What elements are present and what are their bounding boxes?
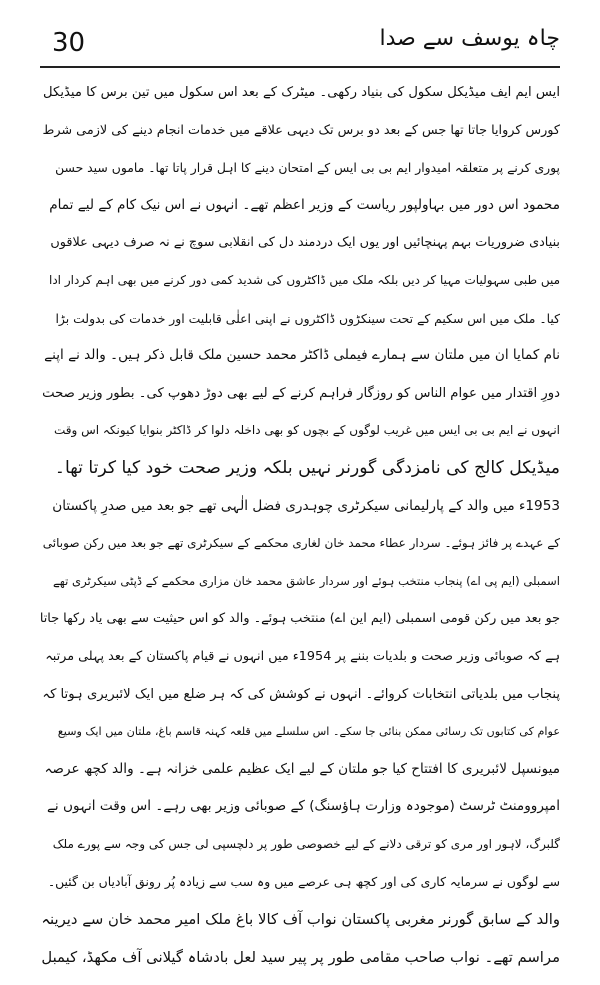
- header-rule: [40, 66, 560, 68]
- text-line: کورس کروایا جاتا تھا جس کے بعد دو برس تک دیہی علاقے میں خدمات انجام دینے کی لازمی شرط: [42, 122, 560, 138]
- text-line: امپروومنٹ ٹرسٹ (موجودہ وزارت ہاؤسنگ) کے صوبائی وزیر بھی رہے۔ اس وقت انہوں نے: [46, 798, 560, 815]
- text-line: میڈیکل کالج کی نامزدگی گورنر نہیں بلکہ وزیر صحت خود کیا کرتا تھا۔: [54, 457, 560, 478]
- body-text: [40, 74, 560, 976]
- text-line: دورِ اقتدار میں عوام الناس کو روزگار فراہم کرنے کے لیے بھی دوڑ دھوپ کی۔ بطور وزیر صحت: [42, 385, 560, 401]
- text-line: نام کمایا ان میں ملتان سے ہمارے فیملی ڈاکٹر محمد حسین ملک قابل ذکر ہیں۔ والد نے اپنے: [44, 347, 560, 364]
- text-line: 1953ء میں والد کے پارلیمانی سیکرٹری چوہدری فضل الٰہی تھے جو بعد میں صدرِ پاکستان: [52, 497, 560, 514]
- page-header: [40, 22, 560, 66]
- text-line: ہے کہ صوبائی وزیر صحت و بلدیات بننے پر 1954ء میں انہوں نے قیام پاکستان کے بعد پہلی مرتبہ: [45, 648, 560, 664]
- text-line: گلبرگ، لاہور اور مری کو ترقی دلانے کے لیے خصوصی طور پر دلچسپی لی جس کی وجہ سے پورے ملک: [52, 836, 560, 851]
- text-line: کے عہدے پر فائز ہوئے۔ سردار عطاء محمد خان لغاری محکمے کے سیکرٹری تھے جو بعد میں رکن صوبائی: [42, 536, 560, 551]
- text-line: عوام کی کتابوں تک رسائی ممکن بنائی جا سکے۔ اس سلسلے میں قلعہ کہنہ قاسم باغ، ملتان میں ایک وسیع: [57, 725, 560, 739]
- text-line: میں طبی سہولیات مہیا کر دیں بلکہ ملک میں ڈاکٹروں کی شدید کمی دور کرنے میں بھی اہم کردار ادا: [49, 272, 560, 287]
- text-line: بنیادی ضروریات بہم پہنچائیں اور یوں ایک دردمند دل کی انقلابی سوچ نے نہ صرف دیہی علاقوں: [50, 235, 560, 251]
- text-line: ایس ایم ایف میڈیکل سکول کی بنیاد رکھی۔ میٹرک کے بعد اس سکول میں تین برس کا میڈیکل: [43, 85, 560, 100]
- text-line: کیا۔ ملک میں اس سکیم کے تحت سینکڑوں ڈاکٹروں نے اپنی اعلٰی قابلیت اور خدمات کی بدولت بڑا: [55, 310, 560, 326]
- text-line: والد کے سابق گورنر مغربی پاکستان نواب آف کالا باغ ملک امیر محمد خان سے دیرینہ: [41, 911, 560, 929]
- page-number: 30: [52, 28, 86, 58]
- text-line: انہوں نے ایم بی بی ایس میں غریب لوگوں کے بچوں کو بھی داخلہ دلوا کر ڈاکٹر بنوایا کیونکہ اس وقت: [53, 423, 560, 438]
- text-line: پوری کرنے پر متعلقہ امیدوار ایم بی بی ایس کے امتحان دینے کا اہل قرار پاتا تھا۔ ماموں سید حسن: [55, 160, 560, 176]
- text-line: جو بعد میں رکن قومی اسمبلی (ایم این اے) منتخب ہوئے۔ والد کو اس حیثیت سے بھی یاد رکھا جاتا: [40, 611, 560, 627]
- text-line: میونسپل لائبریری کا افتتاح کیا جو ملتان کے لیے ایک عظیم علمی خزانہ ہے۔ والد کچھ عرصہ: [44, 760, 560, 777]
- text-line: محمود اس دور میں بہاولپور ریاست کے وزیر اعظم تھے۔ انہوں نے اس نیک کام کے لیے تمام: [49, 196, 560, 213]
- text-line: اسمبلی (ایم پی اے) پنجاب منتخب ہوئے اور سردار عاشق محمد خان مزاری محکمے کے ڈپٹی سیکرٹری تھے: [52, 573, 560, 588]
- running-title: چاہ یوسف سے صدا: [379, 26, 560, 51]
- text-line: مراسم تھے۔ نواب صاحب مقامی طور پر پیر سید لعل بادشاہ گیلانی آف مکھڈ، کیمبل: [41, 948, 560, 966]
- text-line: پنجاب میں بلدیاتی انتخابات کروائے۔ انہوں نے کوشش کی کہ ہر ضلع میں ایک لائبریری ہوتا کہ: [42, 686, 560, 702]
- text-line: سے لوگوں نے سرمایہ کاری کی اور کچھ ہی عرصے میں وہ سب سے زیادہ پُر رونق آبادیاں بن گئیں۔: [47, 874, 560, 890]
